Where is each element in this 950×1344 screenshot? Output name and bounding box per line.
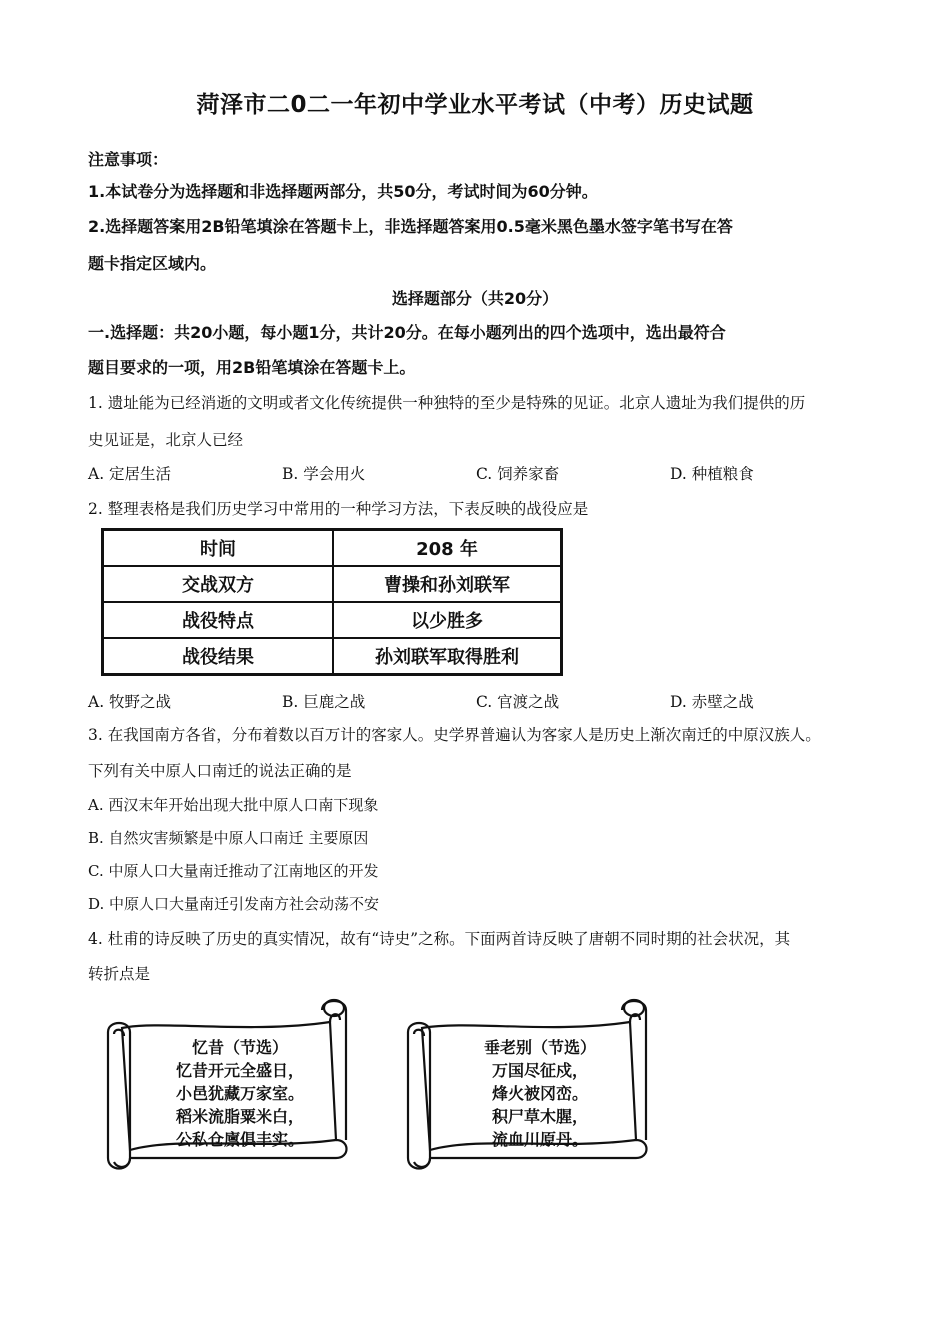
q2-option-a: A. 牧野之战 bbox=[88, 693, 172, 711]
poem-1-title: 忆昔（节选） bbox=[191, 1038, 288, 1057]
notice-item-2-line-1: 2.选择题答案用2B铅笔填涂在答题卡上，非选择题答案用0.5毫米黑色墨水签字笔书写在答 bbox=[88, 217, 733, 236]
poem-1-line: 公私仓廪俱丰实。 bbox=[175, 1130, 304, 1149]
poem-1-line: 稻米流脂粟米白， bbox=[175, 1107, 304, 1126]
notice-heading: 注意事项： bbox=[88, 150, 169, 169]
table-row bbox=[103, 566, 562, 602]
poem-2-line: 流血川原丹。 bbox=[491, 1130, 588, 1149]
table-row bbox=[103, 638, 562, 675]
table-cell: 曹操和孙刘联军 bbox=[333, 566, 562, 602]
table-cell: 孙刘联军取得胜利 bbox=[333, 638, 562, 675]
table-row bbox=[103, 530, 562, 567]
q3-option-c: C. 中原人口大量南迁推动了江南地区的开发 bbox=[88, 862, 379, 880]
table-cell: 战役特点 bbox=[103, 602, 334, 638]
exam-title: 菏泽市二0二一年初中学业水平考试（中考）历史试题 bbox=[196, 92, 754, 118]
q2-option-c: C. 官渡之战 bbox=[476, 693, 560, 711]
section-intro-line-1: 一.选择题：共20小题，每小题1分，共计20分。在每小题列出的四个选项中，选出最符合 bbox=[88, 323, 726, 342]
poem-1-line: 小邑犹藏万家室。 bbox=[175, 1084, 304, 1103]
poem-1-line: 忆昔开元全盛日， bbox=[175, 1061, 304, 1080]
q3-stem-line-2: 下列有关中原人口南迁的说法正确的是 bbox=[88, 762, 352, 780]
q4-stem-line-1: 4. 杜甫的诗反映了历史的真实情况，故有“诗史”之称。下面两首诗反映了唐朝不同时期的社会状况，其 bbox=[88, 930, 791, 948]
poem-1 bbox=[150, 1036, 330, 1151]
q1-stem-line-2: 史见证是，北京人已经 bbox=[88, 431, 244, 449]
q1-option-d: D. 种植粮食 bbox=[670, 465, 754, 483]
table-cell: 交战双方 bbox=[103, 566, 334, 602]
q2-stem: 2. 整理表格是我们历史学习中常用的一种学习方法，下表反映的战役应是 bbox=[88, 500, 589, 518]
poem-2 bbox=[450, 1036, 630, 1151]
q1-stem-line-1: 1. 遗址能为已经消逝的文明或者文化传统提供一种独特的至少是特殊的见证。北京人遗址为我们提供的历 bbox=[88, 394, 806, 412]
table-cell: 战役结果 bbox=[103, 638, 334, 675]
notice-item-1: 1.本试卷分为选择题和非选择题两部分，共50分，考试时间为60分钟。 bbox=[88, 182, 598, 201]
notice-item-2-line-2: 题卡指定区域内。 bbox=[88, 254, 217, 273]
poem-2-line: 积尸草木腥， bbox=[491, 1107, 588, 1126]
section-intro-line-2: 题目要求的一项，用2B铅笔填涂在答题卡上。 bbox=[88, 358, 416, 377]
table-cell: 以少胜多 bbox=[333, 602, 562, 638]
poem-2-line: 万国尽征戍， bbox=[491, 1061, 588, 1080]
q3-option-d: D. 中原人口大量南迁引发南方社会动荡不安 bbox=[88, 895, 380, 913]
q2-option-d: D. 赤壁之战 bbox=[670, 693, 754, 711]
table-row bbox=[103, 602, 562, 638]
table-cell: 时间 bbox=[103, 530, 334, 567]
q1-option-c: C. 饲养家畜 bbox=[476, 465, 560, 483]
q2-option-b: B. 巨鹿之战 bbox=[282, 693, 366, 711]
q1-option-b: B. 学会用火 bbox=[282, 465, 366, 483]
poem-2-title: 垂老别（节选） bbox=[483, 1038, 596, 1057]
q3-option-a: A. 西汉末年开始出现大批中原人口南下现象 bbox=[88, 796, 379, 814]
battle-table bbox=[101, 528, 563, 676]
q3-option-b: B. 自然灾害频繁是中原人口南迁 主要原因 bbox=[88, 829, 369, 847]
section-heading: 选择题部分（共20分） bbox=[391, 289, 559, 308]
q4-stem-line-2: 转折点是 bbox=[88, 965, 151, 983]
q1-option-a: A. 定居生活 bbox=[88, 465, 172, 483]
q3-stem-line-1: 3. 在我国南方各省，分布着数以百万计的客家人。史学界普遍认为客家人是历史上渐次南迁的中原汉族人。 bbox=[88, 726, 821, 744]
table-cell: 208 年 bbox=[333, 530, 562, 567]
poem-2-line: 烽火被冈峦。 bbox=[491, 1084, 588, 1103]
